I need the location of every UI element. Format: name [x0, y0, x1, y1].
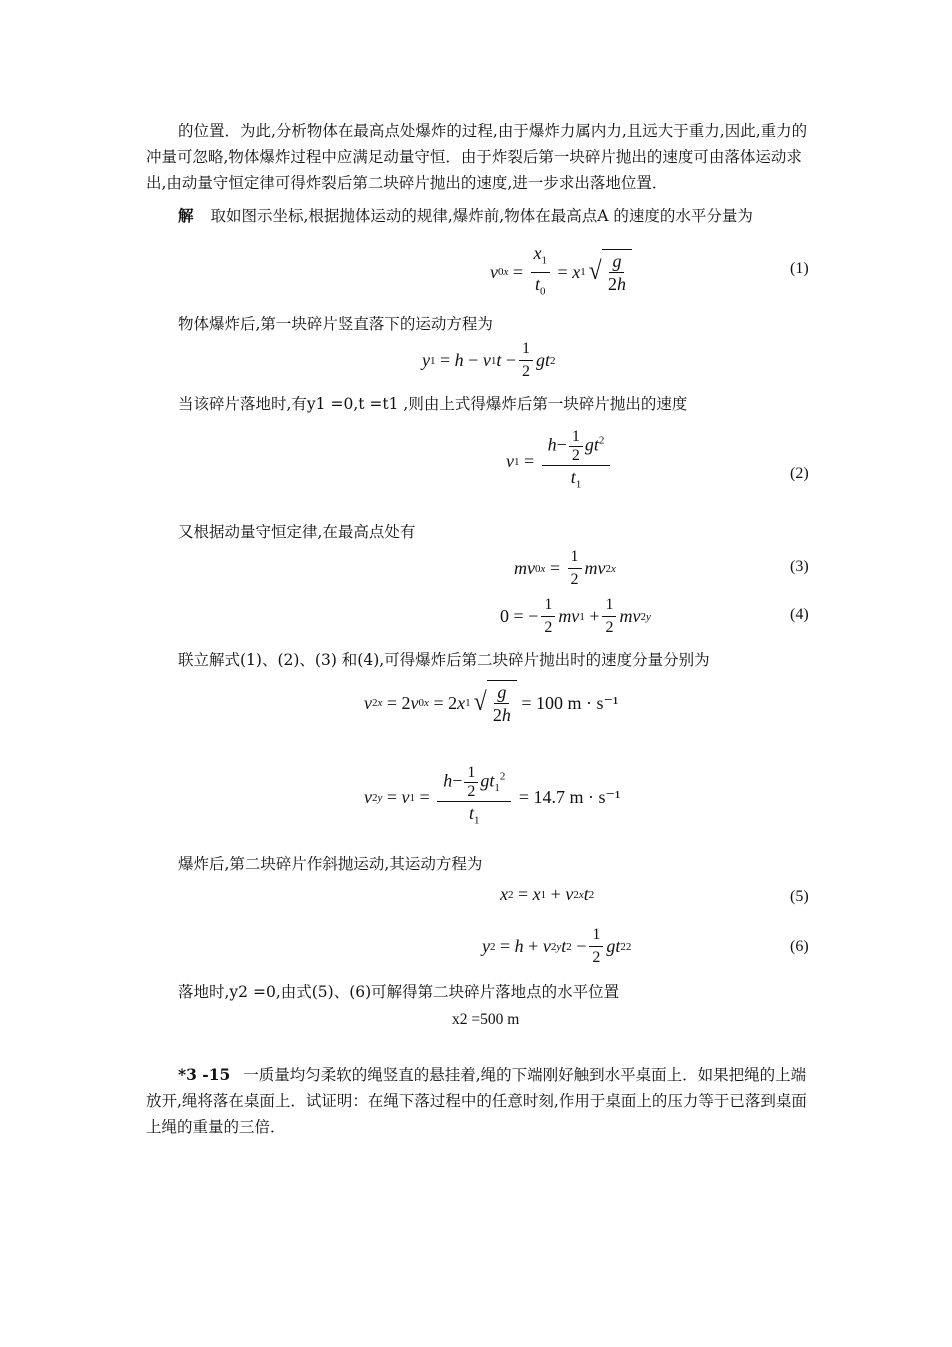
text-after-v2: 爆炸后,第二块碎片作斜抛运动,其运动方程为	[178, 855, 483, 873]
equation-5: x 2 = x 1 + v 2x t 2	[500, 884, 595, 904]
solution-line	[178, 204, 753, 228]
eq-number-2: (2)	[790, 465, 809, 482]
text-after-y1: 当该碎片落地时,有y1 =0,t =t1 ,则由上式得爆炸后第一块碎片抛出的速度	[178, 395, 688, 413]
eq-number-6: (6)	[790, 938, 809, 955]
text-after-eq2: 又根据动量守恒定律,在最高点处有	[178, 523, 416, 541]
equation-v2x: v 2x = 2 v 0x = 2 x 1 √ $\frac{g}{2h}$ = 100 m · s⁻¹	[364, 682, 619, 725]
intro-paragraph: 的位置．为此,分析物体在最高点处爆炸的过程,由于爆炸力属内力,且远大于重力,因此,重力的冲量可忽略,物体爆炸过程中应满足动量守恒．由于炸裂后第一块碎片抛出的速度可由落体运动求出,由动量守恒定律可得炸裂后第二块碎片抛出的速度,进一步求出落地位置．	[146, 122, 808, 192]
problem-paragraph	[146, 1062, 810, 1140]
v2y-result: = 14.7 m · s⁻¹	[518, 787, 621, 808]
problem-text: 一质量均匀柔软的绳竖直的悬挂着,绳的下端刚好触到水平桌面上．如果把绳的上端放开,绳将落在桌面上．试证明：在绳下落过程中的任意时刻,作用于桌面上的压力等于已落到桌面上绳的重量的三倍．	[146, 1066, 807, 1136]
equation-y1: y 1 = h − v 1 t − $\frac{1}{2}$ gt 2	[422, 340, 556, 380]
equation-4: 0 = − $\frac{1}{2}$ mv 1 + $\frac{1}{2}$ mv 2y	[500, 596, 651, 636]
equation-3: mv 0x = $\frac{1}{2}$ mv 2x	[514, 548, 616, 588]
eq-number-4: (4)	[790, 606, 809, 623]
v2x-result: = 100 m · s⁻¹	[521, 692, 619, 713]
equation-1: v 0x = $\frac{x_1}{t_0}$ = x 1 √ $\frac{g}{2h}$	[490, 242, 632, 302]
eq-number-3: (3)	[790, 558, 809, 575]
equation-v2y: v 2y = v 1 = h− $\frac{1}{2}$ $gt_1^2$ $t_1$ = 14.7 m · s⁻¹	[364, 764, 621, 827]
text-after-eq1: 物体爆炸后,第一块碎片竖直落下的运动方程为	[178, 315, 493, 333]
eq-number-1: (1)	[790, 260, 809, 277]
solution-label: 解	[178, 206, 194, 225]
equation-2: v 1 = h− $\frac{1}{2}$ $gt^2$ $t_1$	[506, 428, 613, 496]
text-after-eq6: 落地时,y2 =0,由式(5)、(6)可解得第二块碎片落地点的水平位置	[178, 983, 620, 1001]
x2-result: x2 =500 m	[452, 1011, 520, 1028]
equation-6: y 2 = h + v 2y t 2 − $\frac{1}{2}$ gt 2 2	[482, 926, 632, 966]
eq-number-5: (5)	[790, 888, 809, 905]
solution-text: 取如图示坐标,根据抛体运动的规律,爆炸前,物体在最高点A 的速度的水平分量为	[210, 207, 753, 225]
text-after-eq4: 联立解式(1)、(2)、(3) 和(4),可得爆炸后第二块碎片抛出时的速度分量分别为	[178, 651, 710, 669]
problem-number: *3 -15	[178, 1065, 231, 1084]
